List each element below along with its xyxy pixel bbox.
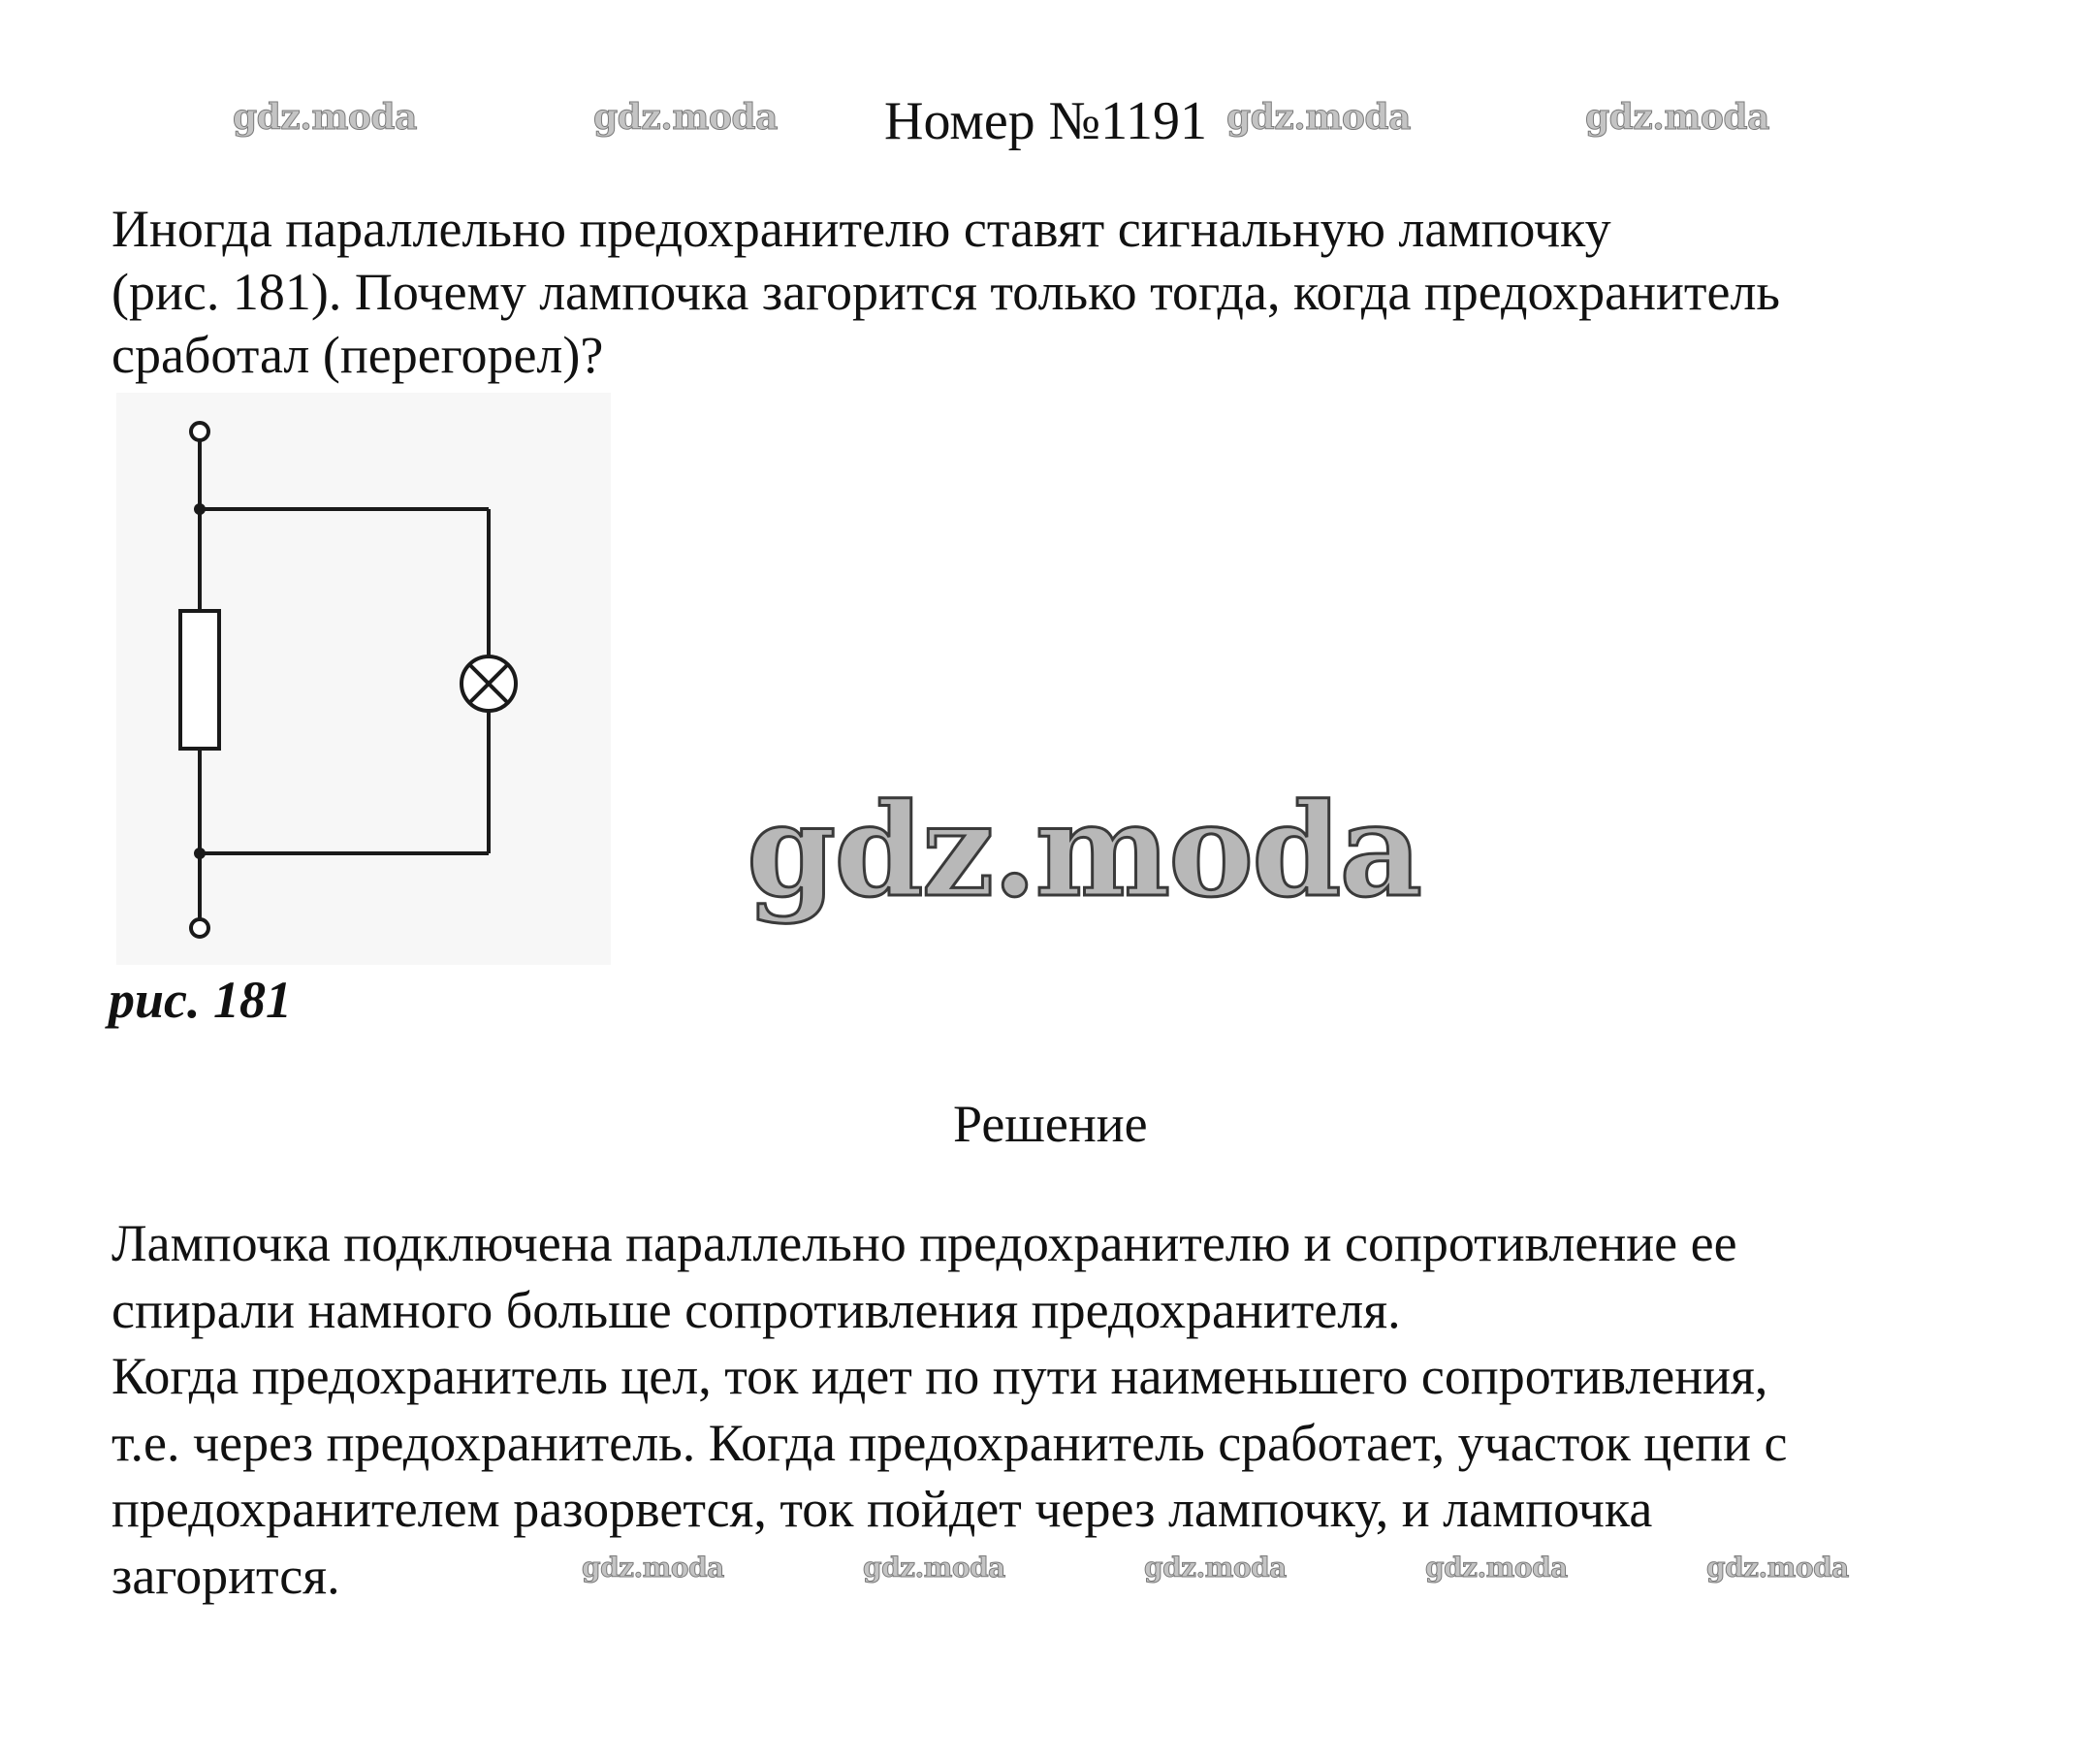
watermark-top-3: gdz.moda (1226, 97, 1411, 138)
page-title: Номер №1191 (884, 91, 1208, 151)
top-terminal (191, 423, 208, 440)
task-line: Иногда параллельно предохранителю ставят сигнальную лампочку (111, 200, 1611, 258)
circuit-diagram (116, 393, 611, 965)
solution-text (111, 1210, 2060, 1609)
solution-line: спирали намного больше сопротивления предохранителя. (111, 1280, 1401, 1339)
watermark-bottom-5: gdz.moda (1706, 1552, 1849, 1584)
solution-line: предохранителем разорвется, ток пойдет через лампочку, и лампочка (111, 1480, 1653, 1538)
solution-line: Лампочка подключена параллельно предохранителю и сопротивление ее (111, 1214, 1737, 1272)
fuse-symbol (180, 611, 219, 749)
watermark-top-4: gdz.moda (1585, 97, 1769, 138)
solution-heading: Решение (953, 1095, 1148, 1153)
watermark-top-2: gdz.moda (593, 97, 778, 138)
watermark-bottom-3: gdz.moda (1144, 1552, 1287, 1584)
task-text (111, 198, 2060, 387)
task-line: сработал (перегорел)? (111, 326, 604, 384)
watermark-bottom-1: gdz.moda (582, 1552, 724, 1584)
junction-dot-top (194, 503, 206, 515)
solution-line: загорится. (111, 1546, 340, 1605)
junction-dot-bottom (194, 848, 206, 859)
lamp-symbol (461, 656, 516, 711)
task-line: (рис. 181). Почему лампочка загорится только тогда, когда предохранитель (111, 263, 1781, 321)
bottom-terminal (191, 919, 208, 937)
solution-line: т.е. через предохранитель. Когда предохранитель сработает, участок цепи с (111, 1413, 1788, 1472)
watermark-top-1: gdz.moda (233, 97, 417, 138)
circuit-figure (116, 393, 611, 965)
solution-line: Когда предохранитель цел, ток идет по пути наименьшего сопротивления, (111, 1347, 1768, 1405)
watermark-bottom-2: gdz.moda (863, 1552, 1005, 1584)
figure-caption: рис. 181 (109, 971, 292, 1029)
watermark-bottom-4: gdz.moda (1425, 1552, 1568, 1584)
watermark-center: gdz.moda (747, 776, 1421, 926)
